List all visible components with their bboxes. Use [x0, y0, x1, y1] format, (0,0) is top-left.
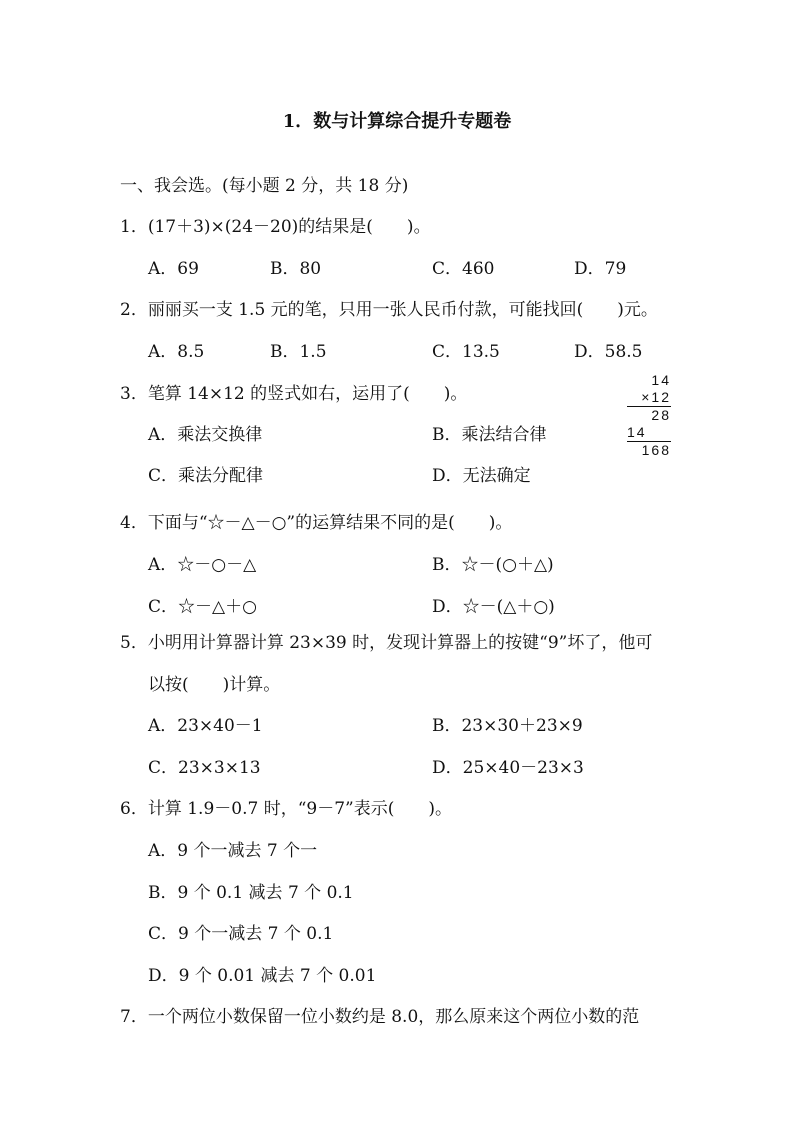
calc-product: 168 — [627, 441, 671, 459]
question-4-stem: 4．下面与“☆－△－○”的运算结果不同的是( )。 — [120, 513, 513, 533]
question-1-option-d: D．79 — [574, 259, 627, 279]
question-3-option-a: A．乘法交换律 — [148, 425, 263, 445]
question-5-option-d: D．25×40－23×3 — [432, 758, 584, 778]
question-6-option-d: D．9 个 0.01 减去 7 个 0.01 — [148, 966, 377, 986]
question-3-stem: 3．笔算 14×12 的竖式如右，运用了( )。 — [120, 384, 468, 404]
question-5-stem-continued: 以按( )计算。 — [148, 675, 281, 695]
question-7-stem: 7．一个两位小数保留一位小数约是 8.0，那么原来这个两位小数的范 — [120, 1007, 640, 1027]
question-2-option-c: C．13.5 — [432, 342, 500, 362]
question-3-option-c: C．乘法分配律 — [148, 466, 264, 486]
calc-partial-1: 28 — [627, 406, 671, 424]
question-4-option-d: D．☆－(△＋○) — [432, 597, 555, 617]
question-3-option-d: D．无法确定 — [432, 466, 531, 486]
section-heading: 一、我会选。(每小题 2 分，共 18 分) — [120, 176, 409, 196]
question-2-option-b: B．1.5 — [270, 342, 327, 362]
vertical-multiplication — [627, 372, 671, 459]
page-title: 1．数与计算综合提升专题卷 — [282, 111, 512, 132]
question-6-stem: 6．计算 1.9－0.7 时，“9－7”表示( )。 — [120, 799, 452, 819]
question-5-stem: 5．小明用计算器计算 23×39 时，发现计算器上的按键“9”坏了，他可 — [120, 633, 653, 653]
question-5-option-c: C．23×3×13 — [148, 758, 261, 778]
question-5-option-a: A．23×40－1 — [148, 716, 263, 736]
question-6-option-a: A．9 个一减去 7 个一 — [148, 841, 318, 861]
question-1-stem: 1．(17＋3)×(24－20)的结果是( )。 — [120, 217, 431, 237]
question-2-option-d: D．58.5 — [574, 342, 643, 362]
calc-multiplier: ×12 — [641, 389, 671, 405]
calc-multiplicand: 14 — [651, 372, 671, 388]
question-5-option-b: B．23×30＋23×9 — [432, 716, 583, 736]
question-4-option-a: A．☆－○－△ — [148, 555, 257, 575]
question-3-option-b: B．乘法结合律 — [432, 425, 547, 445]
question-4-option-b: B．☆－(○＋△) — [432, 555, 554, 575]
question-2-stem: 2．丽丽买一支 1.5 元的笔，只用一张人民币付款，可能找回( )元。 — [120, 300, 658, 320]
question-2-option-a: A．8.5 — [148, 342, 205, 362]
question-6-option-b: B．9 个 0.1 减去 7 个 0.1 — [148, 883, 354, 903]
question-1-option-a: A．69 — [148, 259, 199, 279]
question-4-option-c: C．☆－△＋○ — [148, 597, 257, 617]
question-1-option-b: B．80 — [270, 259, 322, 279]
calc-partial-2: 14 — [627, 424, 647, 440]
question-1-option-c: C．460 — [432, 259, 495, 279]
question-6-option-c: C．9 个一减去 7 个 0.1 — [148, 924, 334, 944]
